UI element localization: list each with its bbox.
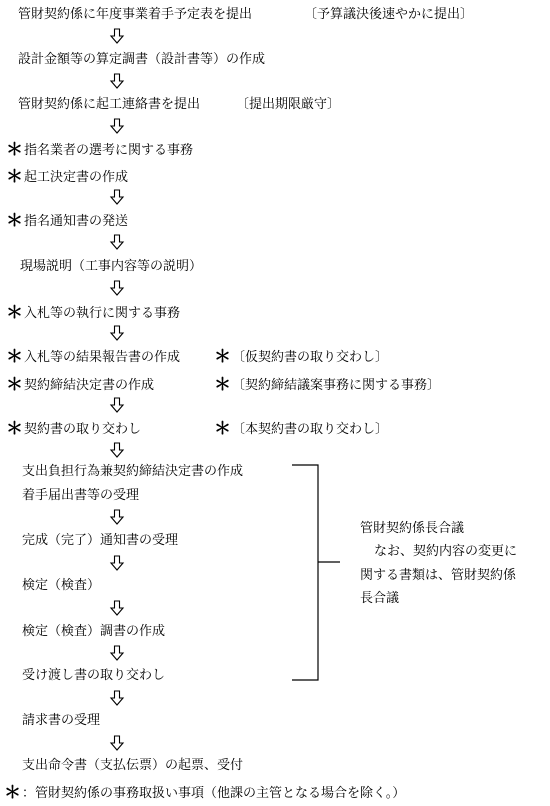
- step-text: 入札等の執行に関する事務: [24, 306, 181, 321]
- step-design-cost-calc: 設計金額等の算定調書（設計書等）の作成: [18, 52, 266, 67]
- note-text: 〔本契約書の取り交わし〕: [232, 422, 389, 437]
- footnote-text: ：管財契約係の事務取扱い事項（他課の主管となる場合を除く。）: [22, 786, 406, 801]
- footnote: [4, 784, 405, 802]
- step-text: 起工決定書の作成: [24, 170, 129, 185]
- step-submit-start-notice: 管財契約係に起工連絡書を提出: [18, 97, 201, 112]
- step-commencement-notice: 着手届出書等の受理: [22, 488, 140, 503]
- star-mark-icon: ＊: [214, 347, 231, 367]
- step-text: 指名業者の選考に関する事務: [24, 143, 194, 158]
- star-mark-icon: ＊: [6, 303, 23, 323]
- star-mark-icon: ＊: [214, 375, 231, 395]
- star-mark-icon: ＊: [6, 211, 23, 231]
- step-text: 入札等の結果報告書の作成: [24, 350, 181, 365]
- step-invoice-receipt: 請求書の受理: [22, 713, 101, 728]
- star-mark-icon: ＊: [6, 419, 23, 439]
- step-expenditure-decision: 支出負担行為兼契約締結決定書の作成: [22, 464, 244, 479]
- step-text: 管財契約係に年度事業着手予定表を提出: [18, 7, 253, 22]
- step-text: 契約書の取り交わし: [24, 422, 142, 437]
- star-mark-icon: ＊: [214, 419, 231, 439]
- step-payment-order: 支出命令書（支払伝票）の起票、受付: [22, 758, 244, 773]
- step-completion-notice: 完成（完了）通知書の受理: [22, 533, 179, 548]
- step-inspection-report: 検定（検査）調書の作成: [22, 624, 166, 639]
- step-note-deadline: 〔提出期限厳守〕: [236, 97, 341, 112]
- step-text: 契約締結決定書の作成: [24, 378, 155, 393]
- note-text: 〔仮契約書の取り交わし〕: [232, 350, 389, 365]
- brace-note-line4: 長合議: [360, 591, 400, 606]
- step-note-submit-schedule: 〔予算議決後速やかに提出〕: [304, 7, 474, 22]
- brace-note-line2: なお、契約内容の変更に: [374, 544, 518, 559]
- brace-note-line1: 管財契約係長合議: [360, 521, 465, 536]
- star-mark-icon: ＊: [6, 347, 23, 367]
- star-mark-icon: ＊: [6, 375, 23, 395]
- step-handover-exchange: 受け渡し書の取り交わし: [22, 668, 166, 683]
- step-inspection: 検定（検査）: [22, 578, 101, 593]
- brace-note-line3: 関する書類は、管財契約係: [360, 568, 517, 583]
- star-mark-icon: ＊: [6, 140, 23, 160]
- note-text: 〔契約締結議案事務に関する事務〕: [232, 378, 441, 393]
- step-site-briefing: 現場説明（工事内容等の説明）: [20, 259, 203, 274]
- star-mark-icon: ＊: [6, 167, 23, 187]
- star-mark-icon: ＊: [4, 783, 21, 803]
- step-text: 指名通知書の発送: [24, 214, 129, 229]
